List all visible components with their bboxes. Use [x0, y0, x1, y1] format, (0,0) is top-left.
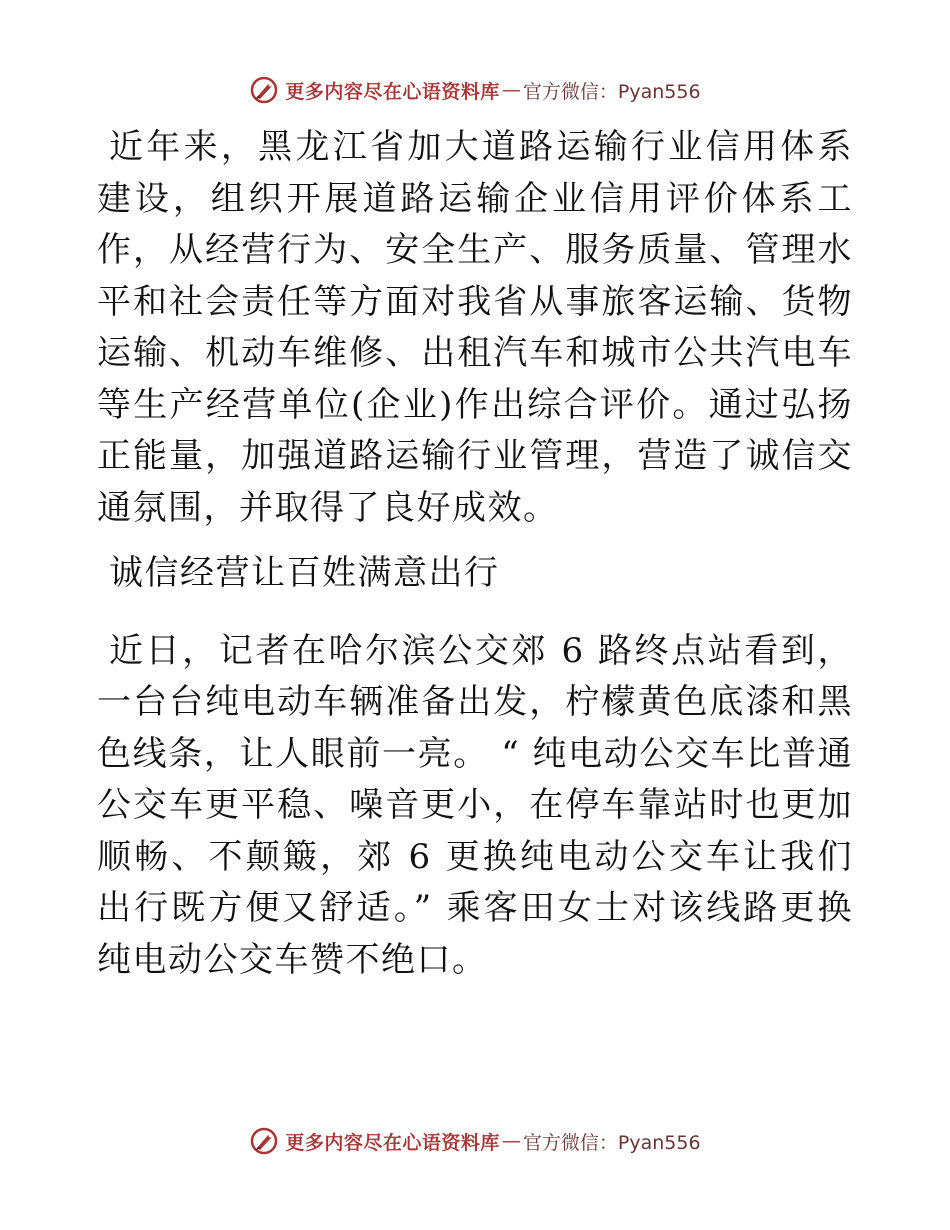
banner-separator: —	[501, 1130, 521, 1152]
article-paragraph-2: 近日，记者在哈尔滨公交郊 6 路终点站看到，一台台纯电动车辆准备出发，柠檬黄色底漆和黑色线条，让人眼前一亮。 “ 纯电动公交车比普通公交车更平稳、噪音更小，在停车靠站时也更加顺畅、不颠簸，郊 6 更换纯电动公交车让我们出行既方便又舒适。” 乘客田女士对该线路更换纯电动公交车赞不绝口。	[97, 630, 853, 980]
banner-wechat: 官方微信：Pyan556	[522, 1131, 701, 1154]
header-banner	[0, 70, 950, 110]
banner-title: 更多内容尽在心语资料库	[285, 1131, 500, 1154]
banner-title: 更多内容尽在心语资料库	[285, 80, 500, 103]
footer-banner	[0, 1121, 950, 1161]
article-paragraph-1: 近年来，黑龙江省加大道路运输行业信用体系建设，组织开展道路运输企业信用评价体系工作，从经营行为、安全生产、服务质量、管理水平和社会责任等方面对我省从事旅客运输、货物运输、机动车维修、出租汽车和城市公共汽电车等生产经营单位(企业)作出综合评价。通过弘扬正能量，加强道路运输行业管理，营造了诚信交通氛围，并取得了良好成效。	[97, 127, 853, 528]
article-body	[97, 122, 853, 986]
article-subheading: 诚信经营让百姓满意出行	[109, 553, 500, 593]
pen-nib-logo-icon	[249, 75, 279, 105]
pen-nib-logo-icon	[249, 1126, 279, 1156]
banner-separator: —	[501, 79, 521, 101]
banner-wechat: 官方微信：Pyan556	[522, 80, 701, 103]
